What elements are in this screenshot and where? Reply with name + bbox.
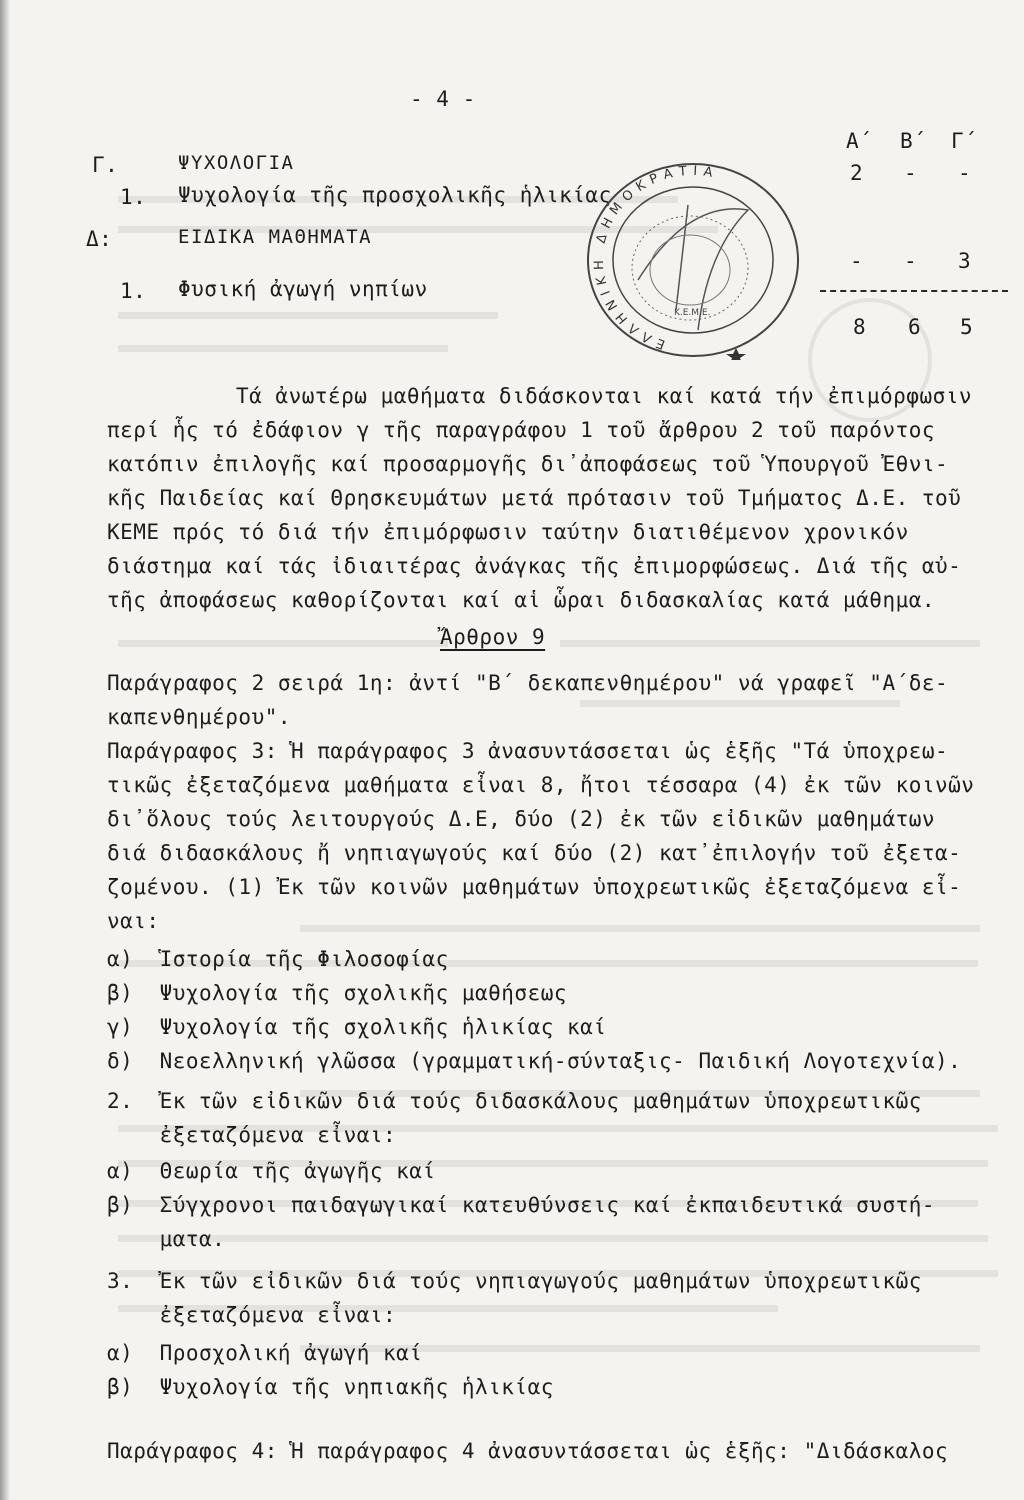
subsection-3-item-a: α) Προσχολική ἀγωγή καί <box>107 1341 423 1365</box>
body-line-4: τικῶς ἐξεταζόμενα μαθήματα εἶναι 8, ἤτοι τέσσαρα (4) ἐκ τῶν κοινῶν <box>107 773 975 797</box>
paragraph1-line-1: Τά ἀνωτέρω μαθήματα διδάσκονται καί κατά τήν ἐπιμόρφωσιν <box>236 384 973 408</box>
total-a: 8 <box>853 315 867 339</box>
column-header-a: Α΄ <box>846 129 873 153</box>
article-heading: Ἄρθρον 9 <box>440 625 546 649</box>
section-d-value-g: 3 <box>958 249 972 273</box>
paragraph1-line-2: περί ἧς τό ἐδάφιον γ τῆς παραγράφου 1 τοῦ ἄρθρου 2 τοῦ παρόντος <box>107 418 936 442</box>
paragraph1-line-4: κῆς Παιδείας καί Θρησκευμάτων μετά πρότασιν τοῦ Τμήματος Δ.Ε. τοῦ <box>107 486 962 510</box>
section-d-item-text: Φυσική ἀγωγή νηπίων <box>178 277 428 301</box>
paragraph1-line-6: διάστημα καί τάς ἰδιαιτέρας ἀνάγκας τῆς ἐπιμορφώσεως. Διά τῆς αὐ- <box>107 554 962 578</box>
body-line-6: διά διδασκάλους ἤ νηπιαγωγούς καί δύο (2) κατ᾽ἐπιλογήν τοῦ ἐξετα- <box>107 841 962 865</box>
section-g-value-b: - <box>904 161 918 185</box>
subsection-2-continued: ἐξεταζόμενα εἶναι: <box>107 1123 397 1147</box>
body-line-7: ζομένου. (1) Ἐκ τῶν κοινῶν μαθημάτων ὑποχρεωτικῶς ἐξεταζόμενα εἶ- <box>107 875 962 899</box>
list-item-g: γ) Ψυχολογία τῆς σχολικῆς ἡλικίας καί <box>107 1015 607 1039</box>
section-g-item-number: 1. <box>120 185 147 209</box>
total-b: 6 <box>908 315 922 339</box>
column-header-b: Β΄ <box>900 129 927 153</box>
section-g-value-g: - <box>958 161 972 185</box>
body-line-3: Παράγραφος 3: Ἡ παράγραφος 3 ἀνασυντάσσεται ὡς ἑξῆς "Τά ὑποχρεω- <box>107 739 949 763</box>
list-item-b: β) Ψυχολογία τῆς σχολικῆς μαθήσεως <box>107 981 568 1005</box>
body-line-2: καπενθημέρου". <box>107 705 292 729</box>
section-g-title: ΨΥΧΟΛΟΓΙΑ <box>178 152 295 174</box>
subsection-3-item-b: β) Ψυχολογία τῆς νηπιακῆς ἡλικίας <box>107 1375 554 1399</box>
paragraph1-line-7: τῆς ἀποφάσεως καθορίζονται καί αἱ ὧραι διδασκαλίας κατά μάθημα. <box>107 588 936 612</box>
subsection-2-item-a: α) Θεωρία τῆς ἀγωγῆς καί <box>107 1159 436 1183</box>
scan-edge-shadow <box>0 0 10 1500</box>
stamp-inner-text: Κ.Ε.Μ.Ε. <box>674 308 711 318</box>
page-number: - 4 - <box>410 87 476 111</box>
total-g: 5 <box>960 315 974 339</box>
section-d-title: ΕΙΔΙΚΑ ΜΑΘΗΜΑΤΑ <box>178 226 373 248</box>
stamp-ring-text: ΕΛΛΗΝΙΚΗ ΔΗΜΟΚΡΑΤΙΑ <box>591 163 720 352</box>
section-g-value-a: 2 <box>850 161 864 185</box>
subsection-3-heading: 3. Ἐκ τῶν εἰδικῶν διά τούς νηπιαγωγούς μαθημάτων ὑποχρεωτικῶς <box>107 1269 922 1293</box>
section-d-item-number: 1. <box>120 279 147 303</box>
official-stamp <box>578 160 808 360</box>
sum-divider <box>820 290 1008 292</box>
subsection-2-heading: 2. Ἐκ τῶν εἰδικῶν διά τούς διδασκάλους μαθημάτων ὑποχρεωτικῶς <box>107 1089 922 1113</box>
paragraph1-line-3: κατόπιν ἐπιλογῆς καί προσαρμογῆς δι᾽ἀποφάσεως τοῦ Ὑπουργοῦ Ἐθνι- <box>107 452 949 476</box>
section-g-letter: Γ. <box>92 153 119 177</box>
section-g-item-text: Ψυχολογία τῆς προσχολικῆς ἡλικίας <box>178 183 612 207</box>
svg-text:ΕΛΛΗΝΙΚΗ ΔΗΜΟΚΡΑΤΙΑ <box>592 164 720 352</box>
list-item-a: α) Ἱστορία τῆς Φιλοσοφίας <box>107 947 449 971</box>
column-header-g: Γ΄ <box>951 129 978 153</box>
subsection-3-continued: ἐξεταζόμενα εἶναι: <box>107 1303 397 1327</box>
subsection-2-item-b-continued: ματα. <box>107 1227 226 1251</box>
section-d-letter: Δ: <box>86 227 113 251</box>
body-line-1: Παράγραφος 2 σειρά 1η: ἀντί "Β΄ δεκαπενθημέρου" νά γραφεῖ "Α΄δε- <box>107 671 949 695</box>
body-line-5: δι᾽ὅλους τούς λειτουργούς Δ.Ε, δύο (2) ἐκ τῶν εἰδικῶν μαθημάτων <box>107 807 936 831</box>
subsection-2-item-b: β) Σύγχρονοι παιδαγωγικαί κατευθύνσεις καί ἐκπαιδευτικά συστή- <box>107 1193 936 1217</box>
list-item-d: δ) Νεοελληνική γλῶσσα (γραμματική-σύνταξις- Παιδική Λογοτεχνία). <box>107 1049 962 1073</box>
paragraph4-line: Παράγραφος 4: Ἡ παράγραφος 4 ἀνασυντάσσεται ὡς ἑξῆς: "Διδάσκαλος <box>107 1439 949 1463</box>
section-d-value-a: - <box>850 249 864 273</box>
body-line-8: ναι: <box>107 909 160 933</box>
paragraph1-line-5: ΚΕΜΕ πρός τό διά τήν ἐπιμόρφωσιν ταύτην διατιθέμενον χρονικόν <box>107 520 909 544</box>
section-d-value-b: - <box>904 249 918 273</box>
